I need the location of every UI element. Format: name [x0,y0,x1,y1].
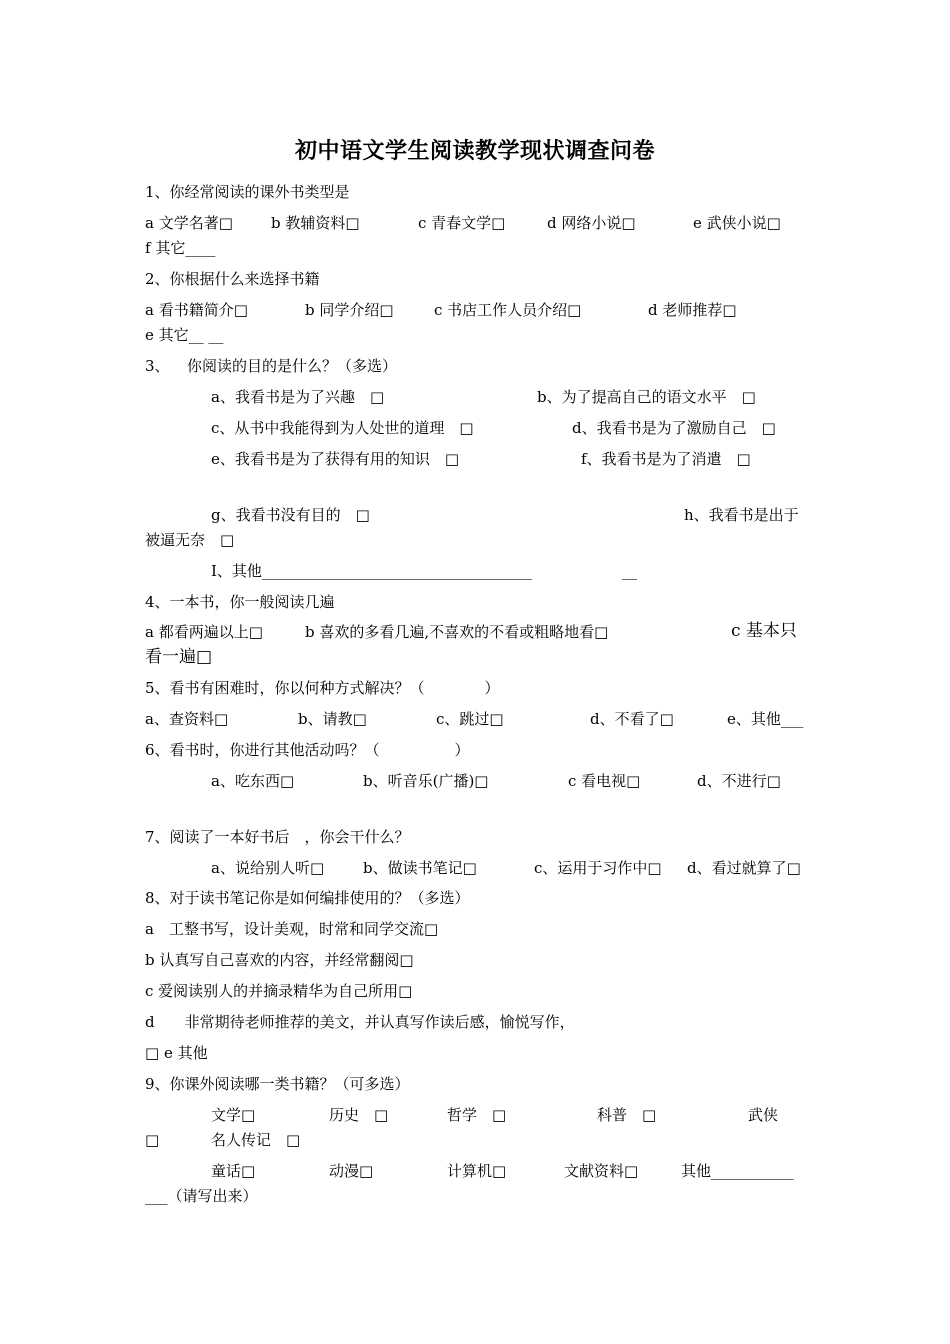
q1-option-c: c 青春文学□ [418,214,506,232]
q1-option-d: d 网络小说□ [547,214,636,232]
q9-option-computer: 计算机□ [447,1162,507,1180]
question-9: 9、你课外阅读哪一类书籍？（可多选） [145,1075,410,1093]
q4-option-c: c 基本只 [731,621,797,641]
page-title: 初中语文学生阅读教学现状调查问卷 [294,138,655,164]
q8-option-d: d 非常期待老师推荐的美文，并认真写作读后感，愉悦写作， [145,1013,575,1031]
q5-option-c: c、跳过□ [436,710,504,728]
q8-option-e: □ e 其他 [145,1044,208,1062]
question-6: 6、看书时，你进行其他活动吗？（ ） [145,741,470,759]
q9-option-fairy-tale: 童话□ [211,1162,256,1180]
question-5: 5、看书有困难时，你以何种方式解决？（ ） [145,679,500,697]
q3-option-h: h、我看书是出于 [684,506,799,524]
q1-option-b: b 教辅资料□ [271,214,360,232]
question-2: 2、你根据什么来选择书籍 [145,270,320,288]
question-1: 1、你经常阅读的课外书类型是 [145,183,350,201]
q6-option-d: d、不进行□ [697,772,781,790]
q7-option-b: b、做读书笔记□ [363,859,477,877]
q3-option-f: f、我看书是为了消遣 □ [581,450,751,468]
q7-option-c: c、运用于习作中□ [534,859,662,877]
q9-option-literature: 文学□ [211,1106,256,1124]
q5-option-d: d、不看了□ [590,710,674,728]
q2-option-c: c 书店工作人员介绍□ [434,301,582,319]
q2-option-a: a 看书籍简介□ [145,301,248,319]
q9-option-other: 其他___________ [681,1162,794,1180]
q9-option-documents: 文献资料□ [564,1162,639,1180]
q5-option-b: b、请教□ [298,710,367,728]
q8-option-a: a 工整书写，设计美观，时常和同学交流□ [145,920,439,938]
q4-option-c-cont: 看一遍□ [145,647,213,667]
q7-option-a: a、说给别人听□ [211,859,325,877]
q6-option-b: b、听音乐(广播)□ [363,772,489,790]
q3-option-i: I、其他____________________________________ [211,562,532,580]
q8-option-c: c 爱阅读别人的并摘录精华为自己所用□ [145,982,413,1000]
q3-option-b: b、为了提高自己的语文水平 □ [537,388,756,406]
question-7: 7、阅读了一本好书后 ，你会干什么？ [145,828,410,846]
q9-option-other-cont: ___（请写出来） [145,1187,258,1205]
q8-option-b: b 认真写自己喜欢的内容，并经常翻阅□ [145,951,414,969]
q3-option-g: g、我看书没有目的 □ [211,506,370,524]
q3-option-e: e、我看书是为了获得有用的知识 □ [211,450,460,468]
q3-option-h-cont: 被逼无奈 □ [145,531,235,549]
q9-option-biography: 名人传记 □ [211,1131,301,1149]
q3-option-i-blank: __ [622,562,637,580]
q9-option-philosophy: 哲学 □ [447,1106,507,1124]
q7-option-d: d、看过就算了□ [687,859,801,877]
q3-option-d: d、我看书是为了激励自己 □ [572,419,776,437]
question-3-number: 3、 [145,357,170,375]
question-3: 你阅读的目的是什么？（多选） [187,357,398,375]
q5-option-a: a、查资料□ [145,710,229,728]
q4-option-a: a 都看两遍以上□ [145,623,263,641]
q6-option-a: a、吃东西□ [211,772,295,790]
q1-option-e: e 武侠小说□ [693,214,781,232]
q1-option-a: a 文学名著□ [145,214,233,232]
question-4: 4、一本书，你一般阅读几遍 [145,593,335,611]
q5-option-e: e、其他___ [727,710,804,728]
q4-option-b: b 喜欢的多看几遍,不喜欢的不看或粗略地看□ [305,623,609,641]
q1-option-f: f 其它____ [145,239,216,257]
q2-option-d: d 老师推荐□ [648,301,737,319]
question-8: 8、对于读书笔记你是如何编排使用的？（多选） [145,889,470,907]
q6-option-c: c 看电视□ [568,772,641,790]
q9-option-anime: 动漫□ [329,1162,374,1180]
q9-option-wuxia-box: □ [145,1131,160,1149]
q2-option-b: b 同学介绍□ [305,301,394,319]
q9-option-history: 历史 □ [329,1106,389,1124]
q3-option-c: c、从书中我能得到为人处世的道理 □ [211,419,474,437]
q9-option-science: 科普 □ [597,1106,657,1124]
q2-option-e: e 其它__ __ [145,326,224,344]
q9-option-wuxia: 武侠 [748,1106,779,1124]
q3-option-a: a、我看书是为了兴趣 □ [211,388,385,406]
